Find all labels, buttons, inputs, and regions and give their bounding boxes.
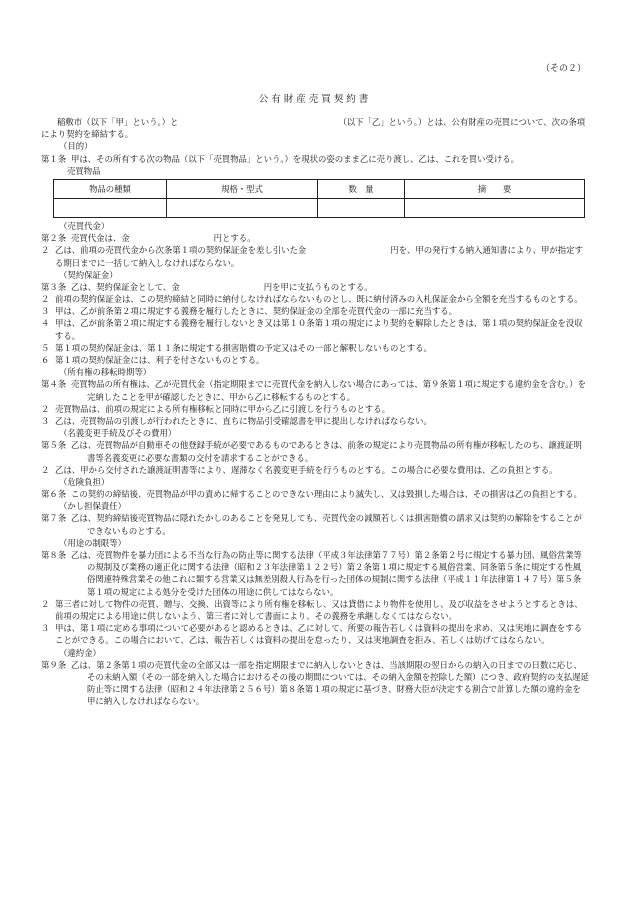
table-cell [405, 198, 585, 217]
item-number: ４ [41, 318, 50, 329]
article-5 [41, 439, 589, 463]
list-item [41, 354, 589, 366]
intro-line2: て、次の条項により契約を締結する。 [41, 117, 586, 140]
article-text: 売買物品の所有権は、乙が売買代金（指定期限までに売買代金を納入しない場合にあっては、第９条第１項に規定する違約金を含む。）を完納したことを甲が確認したときに、甲から乙に移転するものとする。 [71, 379, 586, 402]
document-title: 公有財産売買契約書 [258, 94, 372, 105]
list-item [41, 598, 589, 622]
article-text: 乙は、第２条第１項の売買代金の全部又は一部を指定期限までに納入しないときは、当該期限の翌日からの納入の日までの日数に応じ、その未納入額（その一部を納入した場合におけるその後の期間については、その納入金額を控除した額）につき、政府契約の支払遅延防止等に関する法律（昭和２４年法律第２５６号）第８条第１項の規定に基づき、財務大臣が決定する割合で計算した額の違約金を甲に納入しなければならない。 [71, 659, 589, 707]
item-text: 乙は、甲から交付された譲渡証明書等により、遅滞なく名義変更手続を行うものとする。この場合に必要な費用は、乙の負担とする。 [55, 464, 558, 475]
list-item [41, 342, 589, 354]
article-text: 円とする。 [213, 233, 256, 244]
heading-penalty: （違約金） [59, 647, 101, 658]
intro-part1: 稲敷市（以下「甲」という。）と [57, 117, 179, 127]
table-header-row [54, 179, 585, 198]
article-6 [41, 488, 589, 500]
article-number: 第９条 [41, 659, 67, 670]
article-text: 売買代金は、金 [71, 233, 130, 244]
article-text: 円を甲に支払うものとする。 [263, 281, 373, 292]
item-text: 乙は、売買物品の引渡しが行われたときに、直ちに物品引受確認書を甲に提出しなければならない。 [55, 415, 432, 426]
list-item [41, 305, 589, 317]
item-text: 売買物品は、前項の規定による所有権移転と同時に甲から乙に引渡しを行うものとする。 [55, 403, 390, 414]
document-body [41, 116, 589, 707]
heading-use: （用途の制限等） [59, 537, 126, 548]
heading-price: （売買代金） [59, 220, 110, 231]
item-number: ２ [41, 245, 50, 256]
item-number: ３ [41, 306, 50, 317]
table-header: 数 量 [318, 179, 405, 198]
heading-transfer: （所有権の移転時期等） [59, 367, 152, 378]
heading-deposit: （契約保証金） [59, 269, 118, 280]
goods-label: 売買物品 [67, 165, 101, 176]
heading-name-change: （名義変更手続及びその費用） [59, 428, 177, 439]
article-number: 第６条 [41, 489, 67, 500]
item-number: ３ [41, 415, 50, 426]
article-number: 第５条 [41, 440, 67, 451]
item-number: ２ [41, 464, 50, 475]
article-number: 第８条 [41, 550, 67, 560]
article-text: この契約の締結後、売買物品が甲の責めに帰することのできない理由により滅失し、又は毀損した場合は、その損害は乙の負担とする。 [71, 489, 582, 500]
item-number: ６ [41, 355, 50, 365]
table-cell [54, 198, 167, 217]
article-8 [41, 549, 589, 598]
article-2-item-2 [41, 244, 589, 268]
article-1 [41, 153, 589, 165]
list-item [41, 415, 589, 427]
item-number: ２ [41, 294, 50, 305]
item-text: 第１項の契約保証金は、第１１条に規定する損害賠償の予定又はその一部と解釈しないものとする。 [55, 342, 432, 353]
article-text: 甲は、その所有する次の物品（以下「売買物品」という。）を現状の姿のまま乙に売り渡し、乙は、これを買い受ける。 [71, 153, 520, 164]
article-text: 乙は、契約保証金として、金 [71, 281, 180, 292]
list-item [41, 464, 589, 476]
article-9 [41, 659, 589, 708]
item-text: 第１項の契約保証金には、利子を付さないものとする。 [55, 355, 265, 365]
article-7 [41, 512, 589, 536]
item-number: ２ [41, 598, 50, 609]
item-text: 甲は、乙が前条第２項に規定する義務を履行しないとき又は第１０条第１項の規定により契約を解除したときは、第１項の契約保証金を没収する。 [55, 318, 583, 341]
goods-table [53, 179, 585, 218]
table-header: 規格・型式 [167, 179, 318, 198]
item-number: ２ [41, 403, 50, 414]
article-number: 第３条 [41, 281, 67, 292]
heading-purpose: （目的） [59, 141, 93, 152]
article-4 [41, 378, 589, 402]
article-number: 第２条 [41, 233, 67, 244]
item-number: ３ [41, 623, 50, 634]
article-number: 第７条 [41, 513, 67, 524]
item-text: 円を、甲の発行する納入通知書により、甲が指定する期日までに一括して納入しなければならない。 [55, 245, 583, 268]
list-item [41, 622, 589, 646]
table-header: 物品の種類 [54, 179, 167, 198]
intro-part2: （以下「乙」という。）とは、公有財産の売買につい [338, 117, 536, 127]
item-number: ５ [41, 342, 50, 353]
article-number: 第１条 [41, 153, 67, 164]
table-row [54, 198, 585, 217]
article-text: 乙は、売買物件を暴力団による不当な行為の防止等に関する法律（平成３年法律第７７号）第２条第２号に規定する暴力団、風俗営業等の規制及び業務の適正化に関する法律（昭和２３年法律第１２２号）第２条第１項に規定する風俗営業、同条第５条に規定する性風俗関連特殊営業その他これに類する営業又は無差別殺人行為を行った団体の規制に関する法律（平成１１年法律第１４７号）第５条第１項の規定による処分を受けた団体の用途に供してはならない。 [71, 550, 582, 597]
item-text: 甲は、乙が前条第２項に規定する義務を履行したときに、契約保証金の全部を売買代金の一部に充当する。 [55, 306, 457, 317]
item-text: 前項の契約保証金は、この契約締結と同時に納付しなければならないものとし、既に納付済みの入札保証金から全額を充当するものとする。 [55, 294, 583, 305]
item-text: 第三者に対して物件の売買、贈与、交換、出資等により所有権を移転し、又は貸借により物件を使用し、及び収益をさせようとするときは、前項の規定による用途に供しないよう、第三者に対して書面により、その義務を承継しなくてはならない。 [55, 598, 583, 621]
heading-defect: （かし担保責任） [59, 501, 126, 512]
table-cell [167, 198, 318, 217]
intro-paragraph [41, 116, 589, 140]
article-number: 第４条 [41, 379, 67, 390]
article-2 [41, 232, 589, 244]
table-header: 摘 要 [405, 179, 585, 198]
article-3 [41, 281, 589, 293]
table-cell [318, 198, 405, 217]
list-item [41, 317, 589, 341]
article-text: 乙は、売買物品が自動車その他登録手続が必要であるものであるときは、前条の規定により売買物品の所有権が移転したのち、譲渡証明書等名義変更に必要な書類の交付を請求することができる。 [71, 440, 582, 463]
heading-risk: （危険負担） [59, 476, 110, 487]
list-item [41, 403, 589, 415]
article-text: 乙は、契約締結後売買物品に隠れたかしのあることを発見しても、売買代金の減額若しくは損害賠償の請求又は契約の解除をすることができないものとする。 [71, 513, 582, 536]
list-item [41, 293, 589, 305]
item-text: 乙は、前項の売買代金から次条第１項の契約保証金を差し引いた金 [55, 245, 307, 256]
item-text: 甲は、第１項に定める事項について必要があると認めるときは、乙に対して、所要の報告若しくは資料の提出を求め、又は実地に調査をすることができる。この場合において、乙は、報告若しくは資料の提出を怠ったり、又は実地調査を拒み、若しくは妨げてはならない。 [55, 623, 582, 646]
page-number: （その２） [540, 64, 586, 74]
